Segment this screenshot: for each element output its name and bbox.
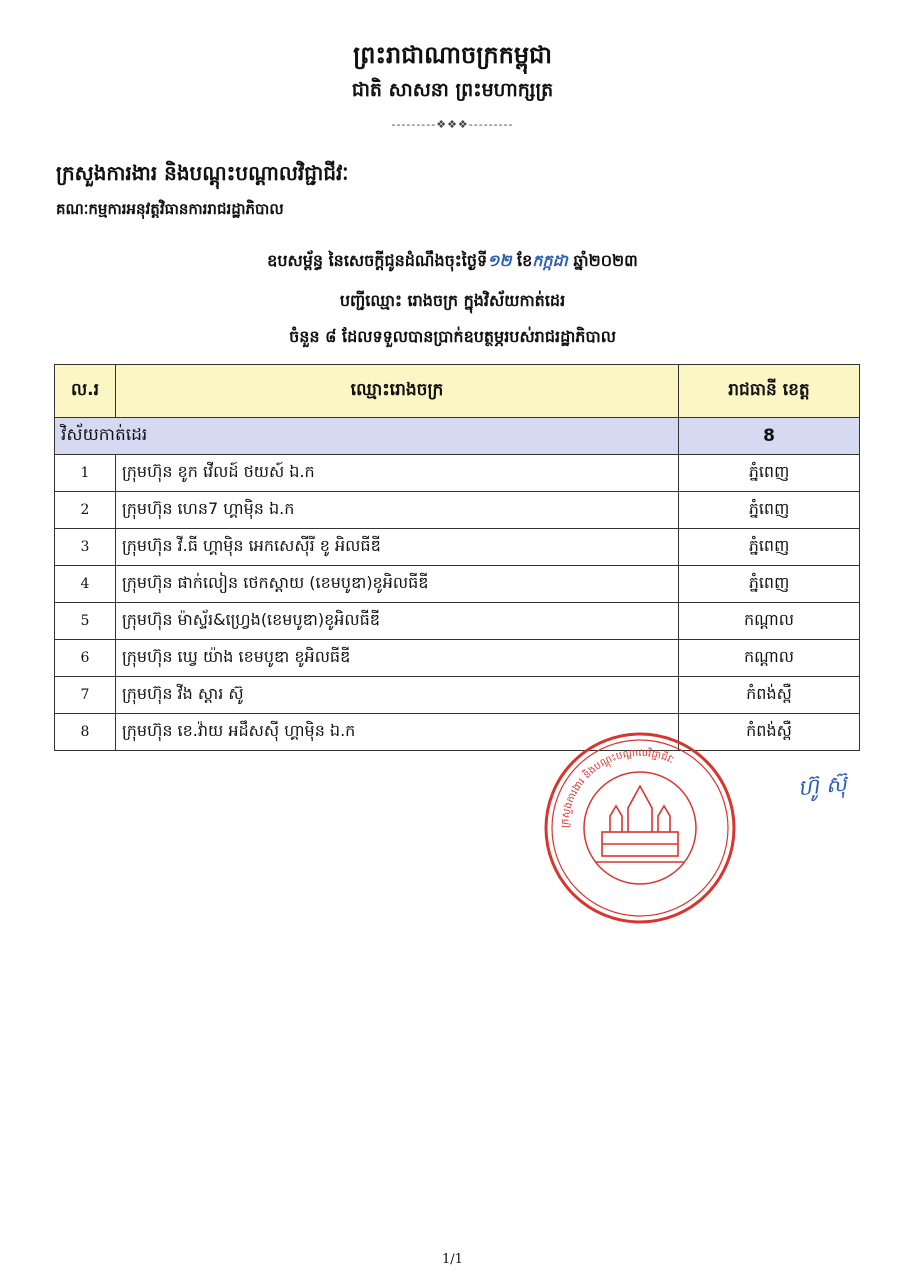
table-row — [55, 677, 860, 714]
province-name: ភ្នំពេញ — [679, 566, 860, 603]
annex-year: ឆ្នាំ២០២៣ — [567, 251, 638, 270]
row-number: 2 — [55, 492, 116, 529]
sector-count: 8 — [679, 418, 860, 455]
table-row — [55, 529, 860, 566]
annex-month: កក្កដា — [532, 251, 568, 270]
annex-prefix: ឧបសម្ព័ន្ធ នៃសេចក្តីជូនដំណឹងចុះថ្ងៃទី — [267, 251, 488, 270]
factory-name: ក្រុមហ៊ុន ខេ.វ៉ាយ អដឹសស៊ី ហ្គាម៉ិន ឯ.ក — [116, 714, 679, 751]
page-number: 1/1 — [442, 1252, 463, 1267]
sector-name: វិស័យកាត់ដេរ — [55, 418, 679, 455]
official-seal — [540, 728, 740, 924]
table-row — [55, 566, 860, 603]
header-province: រាជធានី ខេត្ត — [679, 365, 860, 418]
factory-name: ក្រុមហ៊ុន វី.ធី ហ្គាម៉ិន អេកសេស៊ីរី ខូ អិលធីឌី — [116, 529, 679, 566]
province-name: ភ្នំពេញ — [679, 455, 860, 492]
row-number: 5 — [55, 603, 116, 640]
factory-table — [54, 364, 860, 751]
row-number: 3 — [55, 529, 116, 566]
list-title: បញ្ជីឈ្មោះ រោងចក្រ ក្នុងវិស័យកាត់ដេរ — [339, 291, 566, 310]
factory-name: ក្រុមហ៊ុន ឃ្វេ យ៉ាង ខេមបូឌា ខូអិលធីឌី — [116, 640, 679, 677]
annex-month-prefix: ខែ — [511, 251, 533, 270]
factory-name: ក្រុមហ៊ុន ខូក វើលដ៍ ថយស៍ ឯ.ក — [116, 455, 679, 492]
sector-row — [55, 418, 860, 455]
header-no: ល.រ — [55, 365, 116, 418]
province-name: ភ្នំពេញ — [679, 492, 860, 529]
factory-name: ក្រុមហ៊ុន ផាក់លៀន ថេកស្តាយ (ខេមបូឌា)ខូអិលធីឌី — [116, 566, 679, 603]
annex-day: ១២ — [487, 251, 512, 270]
row-number: 4 — [55, 566, 116, 603]
seal-text: ក្រសួងការងារ និងបណ្តុះបណ្តាលវិជ្ជាជីវៈ — [559, 747, 676, 829]
table-row — [55, 603, 860, 640]
ministry-name: ក្រសួងការងារ និងបណ្តុះបណ្តាលវិជ្ជាជីវៈ — [56, 161, 349, 185]
committee-name: គណៈកម្មការអនុវត្តវិធានការរាជរដ្ឋាភិបាល — [56, 200, 284, 218]
kingdom-title: ព្រះរាជាណាចក្រកម្ពុជា — [353, 41, 552, 69]
national-motto: ជាតិ សាសនា ព្រះមហាក្សត្រ — [351, 79, 554, 101]
factory-name: ក្រុមហ៊ុន ហេន7 ហ្គាម៉ិន ឯ.ក — [116, 492, 679, 529]
row-number: 8 — [55, 714, 116, 751]
table-row — [55, 492, 860, 529]
province-name: កំពង់ស្ពឺ — [679, 714, 860, 751]
factory-name: ក្រុមហ៊ុន ម៉ាស្ទ័រ&ហ្វ្រេង(ខេមបូឌា)ខូអិលធីឌី — [116, 603, 679, 640]
province-name: កណ្តាល — [679, 640, 860, 677]
signature: ហ៊ូ ស៊ុ — [796, 771, 848, 802]
seal-inner-ring — [552, 740, 728, 916]
header-name: ឈ្មោះរោងចក្រ — [116, 365, 679, 418]
row-number: 6 — [55, 640, 116, 677]
seal-center-ring — [584, 772, 696, 884]
temple-icon — [596, 786, 684, 862]
row-number: 1 — [55, 455, 116, 492]
row-number: 7 — [55, 677, 116, 714]
ornament-divider: ---------❖❖❖--------- — [391, 118, 514, 131]
count-line: ចំនួន ៨ ដែលទទួលបានប្រាក់ឧបត្ថម្ភរបស់រាជរដ្ឋាភិបាល — [289, 327, 616, 346]
factory-name: ក្រុមហ៊ុន វីង ស្តារ ស៊ូ — [116, 677, 679, 714]
province-name: ភ្នំពេញ — [679, 529, 860, 566]
province-name: កណ្តាល — [679, 603, 860, 640]
province-name: កំពង់ស្ពឺ — [679, 677, 860, 714]
table-header-row — [55, 365, 860, 418]
table-row — [55, 640, 860, 677]
seal-outer-ring — [546, 734, 734, 922]
table-row — [55, 455, 860, 492]
annex-line — [0, 250, 905, 274]
